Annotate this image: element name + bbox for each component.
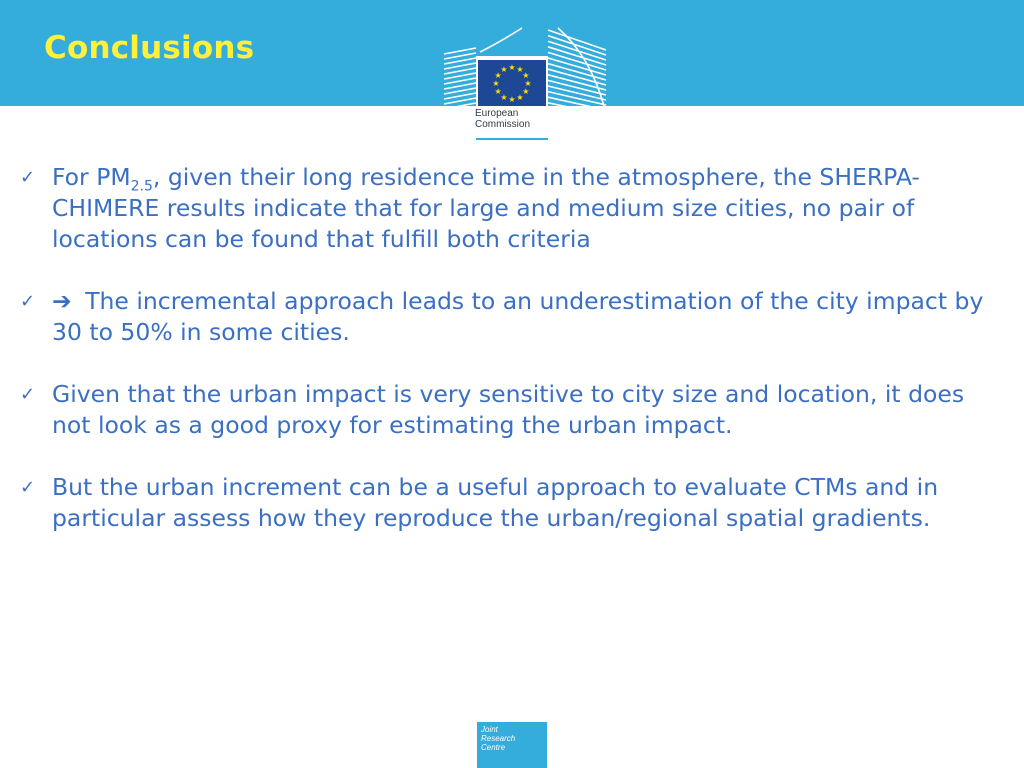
check-icon: ✓ <box>20 384 36 405</box>
jrc-logo-text: Joint Research Centre <box>481 725 516 752</box>
bullet-text: Given that the urban impact is very sensitive to city size and location, it does not look as a good proxy for estimating the urban impact. <box>52 380 965 439</box>
eu-star-icon: ★ <box>508 95 516 104</box>
bullet-item <box>20 162 1010 255</box>
eu-star-icon: ★ <box>516 92 524 102</box>
eu-star-icon: ★ <box>494 71 502 80</box>
eu-star-icon: ★ <box>524 79 532 88</box>
subscript-2-5: 2.5 <box>130 178 153 195</box>
check-icon: ✓ <box>20 291 36 312</box>
bullet-text: The incremental approach leads to an underestimation of the city impact by 30 to 50% in some cities. <box>52 287 984 346</box>
eu-star-icon: ★ <box>522 87 530 96</box>
check-icon: ✓ <box>20 167 36 188</box>
eu-star-icon: ★ <box>522 71 530 80</box>
bullet-list <box>20 162 1010 565</box>
check-icon: ✓ <box>20 477 36 498</box>
eu-star-icon: ★ <box>494 87 502 96</box>
bullet-item <box>20 379 1010 441</box>
slide-title: Conclusions <box>44 30 255 66</box>
jrc-logo <box>477 722 547 768</box>
eu-star-icon: ★ <box>508 63 516 72</box>
eu-star-icon: ★ <box>500 65 508 75</box>
bullet-text: For $PM_{2.5}$, given their long residence time in the atmosphere, the SHERPA-CHIMERE results indicate that for large and medium size cities, no pair of locations can be found that fulfill both criteria <box>52 163 920 253</box>
logo-line-commission: Commission <box>475 119 531 130</box>
arrow-right-icon: ➔ <box>52 287 72 315</box>
bullet-item <box>20 286 1010 348</box>
eu-star-icon: ★ <box>492 79 500 88</box>
bullet-item <box>20 472 1010 534</box>
logo-line-european: European <box>475 108 519 119</box>
logo-caption <box>475 108 547 130</box>
eu-star-icon: ★ <box>500 92 508 102</box>
eu-star-icon: ★ <box>516 65 524 75</box>
bullet-text: But the urban increment can be a useful approach to evaluate CTMs and in particular assess how they reproduce the urban/regional spatial gradients. <box>52 473 939 532</box>
